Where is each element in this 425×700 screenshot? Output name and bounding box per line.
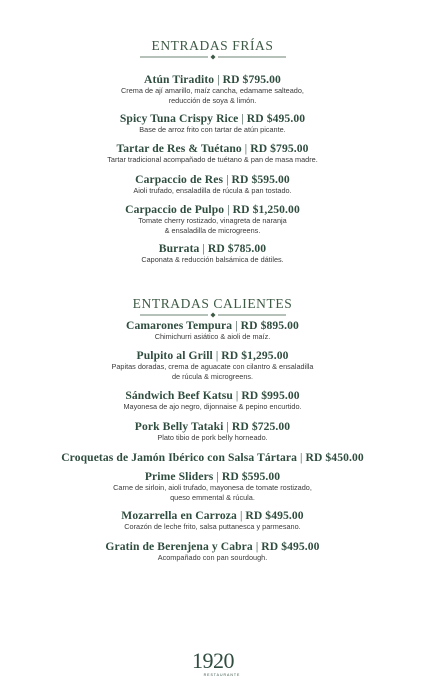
item-desc: de rúcula & microgreens. [171,371,254,381]
item-name: Croquetas de Jamón Ibérico con Salsa Tártara [61,451,298,464]
item-name: Burrata [158,242,200,255]
item-desc: Crema de ají amarillo, maíz cancha, edamame salteado, [121,86,304,95]
menu-item: Spicy Tuna Crispy Rice | RD $495.00 Base de arroz frito con tartar de atún picante. [0,112,425,135]
menu-item: Tartar de Res & Tuétano | RD $795.00 Tartar tradicional acompañado de tuétano & pan de masa madre. [0,142,425,165]
title-ornament-icon [138,54,288,60]
logo-subtitle: RESTAURANTE [203,673,241,677]
item-name: Mozarrella en Carroza [121,509,237,522]
item-name: Atún Tiradito [144,73,215,86]
item-name: Carpaccio de Pulpo [125,203,225,216]
item-price: RD $495.00 [261,540,320,553]
restaurant-logo [182,649,244,683]
item-price: RD $595.00 [221,470,281,483]
item-desc: Tartar tradicional acompañado de tuétano & pan de masa madre. [107,155,318,164]
section-title-text: ENTRADAS CALIENTES [132,296,293,311]
item-price: RD $725.00 [231,420,291,433]
menu-item: Mozarrella en Carroza | RD $495.00 Corazón de leche frito, salsa puttanesca y parmesano. [0,509,425,532]
item-desc: Caponata & reducción balsámica de dátiles. [141,255,284,264]
item-name: Pork Belly Tataki [134,420,224,433]
item-desc: Papitas doradas, crema de aguacate con cilantro & ensaladilla [111,362,314,371]
item-price: RD $1,250.00 [232,203,300,216]
item-name: Carpaccio de Res [135,173,224,186]
item-price: RD $995.00 [241,389,300,402]
item-price: RD $785.00 [207,242,267,255]
item-name: Spicy Tuna Crispy Rice [119,112,239,125]
item-name: Pulpito al Grill [136,349,213,362]
item-price: RD $795.00 [250,142,309,155]
item-name: Prime Sliders [144,470,214,483]
menu-item: Pulpito al Grill | RD $1,295.00 Papitas doradas, crema de aguacate con cilantro & ensaladilla de rúcula & microgreens. [0,349,425,381]
section-title-entradas-calientes [0,297,425,318]
item-price: RD $450.00 [305,451,364,464]
item-name: Camarones Tempura [126,319,233,332]
item-desc: Base de arroz frito con tartar de atún picante. [139,125,286,134]
item-desc: queso emmental & rúcula. [170,492,255,502]
menu-item: Prime Sliders | RD $595.00 Carne de sirloin, aioli trufado, mayonesa de tomate rostizado, queso emmental & rúcula. [0,470,425,502]
section-title-text: ENTRADAS FRÍAS [151,38,274,53]
menu-item: Carpaccio de Pulpo | RD $1,250.00 Tomate cherry rostizado, vinagreta de naranja & ensaladilla de microgreens. [0,203,425,235]
menu-item: Pork Belly Tataki | RD $725.00 Plato tibio de pork belly horneado. [0,420,425,443]
item-desc: Tomate cherry rostizado, vinagreta de naranja [138,216,287,225]
menu-item: Croquetas de Jamón Ibérico con Salsa Tártara | RD $450.00 [61,451,364,464]
item-desc: Carne de sirloin, aioli trufado, mayonesa de tomate rostizado, [113,483,312,492]
title-ornament-icon [138,312,288,318]
menu-item: Burrata | RD $785.00 Caponata & reducción balsámica de dátiles. [0,242,425,265]
menu-item: Gratin de Berenjena y Cabra | RD $495.00 Acompañado con pan sourdough. [0,540,425,563]
item-name: Gratin de Berenjena y Cabra [105,540,253,553]
logo-text: 1920 [192,648,234,673]
item-desc: Plato tibio de pork belly horneado. [157,433,268,442]
item-price: RD $495.00 [245,509,304,522]
item-desc: Corazón de leche frito, salsa puttanesca y parmesano. [124,522,301,531]
item-name: Tartar de Res & Tuétano [116,142,242,155]
item-desc: Aioli trufado, ensaladilla de rúcula & pan tostado. [133,186,292,195]
item-desc: & ensaladilla de microgreens. [164,225,261,235]
section-title-entradas-frias [0,39,425,60]
item-price: RD $1,295.00 [221,349,289,362]
item-desc: Acompañado con pan sourdough. [157,553,268,562]
item-desc: reducción de soya & limón. [168,95,257,105]
menu-item: Carpaccio de Res | RD $595.00 Aioli trufado, ensaladilla de rúcula & pan tostado. [0,173,425,196]
item-price: RD $495.00 [246,112,306,125]
menu-item: Atún Tiradito | RD $795.00 Crema de ají amarillo, maíz cancha, edamame salteado, reducción de soya & limón. [0,73,425,105]
item-price: RD $595.00 [231,173,290,186]
menu-item: Camarones Tempura | RD $895.00 Chimichurri asiático & aioli de maíz. [0,319,425,342]
item-price: RD $895.00 [240,319,299,332]
item-price: RD $795.00 [222,73,281,86]
item-desc: Mayonesa de ajo negro, dijonnaise & pepino encurtido. [123,402,302,411]
item-desc: Chimichurri asiático & aioli de maíz. [154,332,271,341]
item-name: Sándwich Beef Katsu [125,389,233,402]
menu-item: Sándwich Beef Katsu | RD $995.00 Mayonesa de ajo negro, dijonnaise & pepino encurtido. [0,389,425,412]
